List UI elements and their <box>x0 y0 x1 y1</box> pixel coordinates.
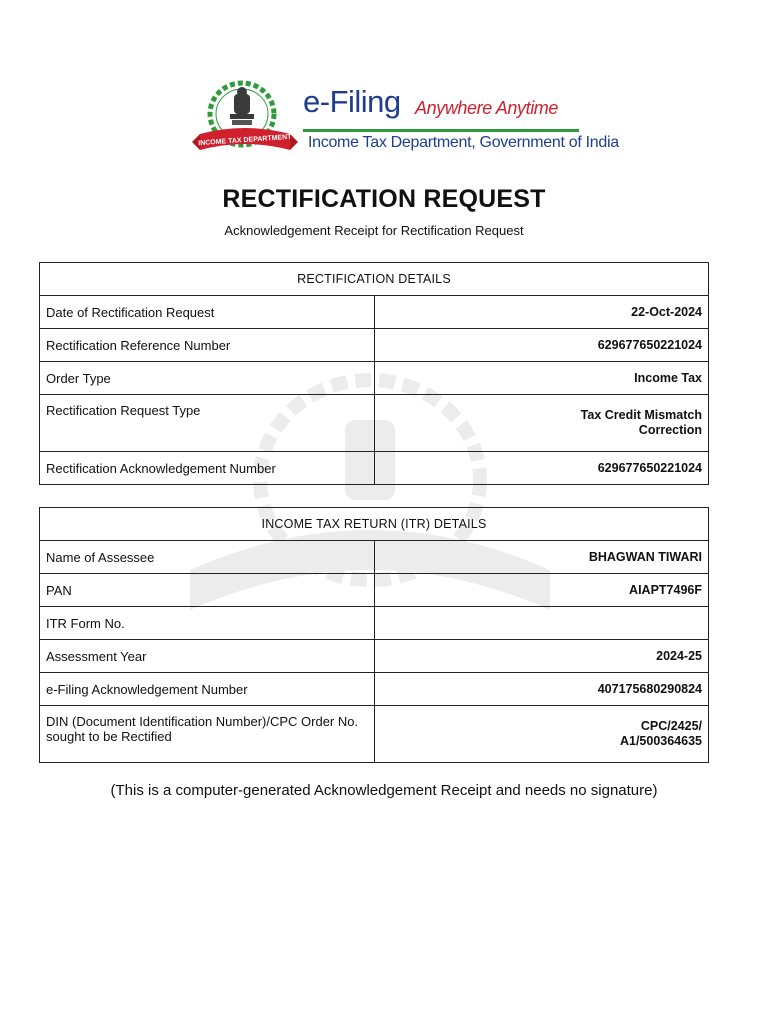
row-value: 629677650221024 <box>374 329 709 362</box>
row-label: Order Type <box>40 362 375 395</box>
table-row <box>40 706 709 763</box>
row-value: BHAGWAN TIWARI <box>374 541 709 574</box>
row-value: AIAPT7496F <box>374 574 709 607</box>
brand-block <box>303 84 619 154</box>
row-label: PAN <box>40 574 375 607</box>
itr-details-table <box>39 507 709 763</box>
table-row <box>40 574 709 607</box>
emblem-ribbon-text: INCOME TAX DEPARTMENT <box>198 133 292 148</box>
row-value: 2024-25 <box>374 640 709 673</box>
row-value-line: Correction <box>638 423 702 437</box>
row-label: Date of Rectification Request <box>40 296 375 329</box>
table-row <box>40 673 709 706</box>
row-label: Rectification Reference Number <box>40 329 375 362</box>
row-value <box>374 607 709 640</box>
row-label: Rectification Request Type <box>40 395 375 452</box>
page-title: RECTIFICATION REQUEST <box>222 185 546 213</box>
row-value: 22-Oct-2024 <box>374 296 709 329</box>
row-value-line: CPC/2425/ <box>640 719 702 733</box>
row-label: e-Filing Acknowledgement Number <box>40 673 375 706</box>
row-value-line: A1/500364635 <box>619 734 702 748</box>
table-row <box>40 395 709 452</box>
brand-divider <box>303 129 579 132</box>
efiling-header <box>190 80 619 160</box>
table-row <box>40 452 709 485</box>
brand-tagline: Anywhere Anytime <box>415 98 558 118</box>
table-row <box>40 362 709 395</box>
row-value-line: Tax Credit Mismatch <box>580 408 702 422</box>
rectification-details-table <box>39 262 709 485</box>
row-label: Rectification Acknowledgement Number <box>40 452 375 485</box>
page-subtitle: Acknowledgement Receipt for Rectification Request <box>224 223 524 238</box>
row-label: ITR Form No. <box>40 607 375 640</box>
row-label: Name of Assessee <box>40 541 375 574</box>
row-value: 629677650221024 <box>374 452 709 485</box>
footer-note: (This is a computer-generated Acknowledgement Receipt and needs no signature) <box>110 782 658 799</box>
row-value: 407175680290824 <box>374 673 709 706</box>
row-value: Income Tax <box>374 362 709 395</box>
row-value <box>374 706 709 763</box>
table-row <box>40 607 709 640</box>
row-label: Assessment Year <box>40 640 375 673</box>
rectification-details-heading: RECTIFICATION DETAILS <box>40 263 709 296</box>
itr-details-heading: INCOME TAX RETURN (ITR) DETAILS <box>40 508 709 541</box>
table-row <box>40 640 709 673</box>
row-value <box>374 395 709 452</box>
table-row <box>40 296 709 329</box>
department-name: Income Tax Department, Government of India <box>308 134 619 151</box>
income-tax-emblem-icon <box>190 80 300 158</box>
brand-name: e-Filing <box>303 84 401 119</box>
table-row <box>40 329 709 362</box>
row-label: DIN (Document Identification Number)/CPC Order No. sought to be Rectified <box>40 706 375 763</box>
table-row <box>40 541 709 574</box>
